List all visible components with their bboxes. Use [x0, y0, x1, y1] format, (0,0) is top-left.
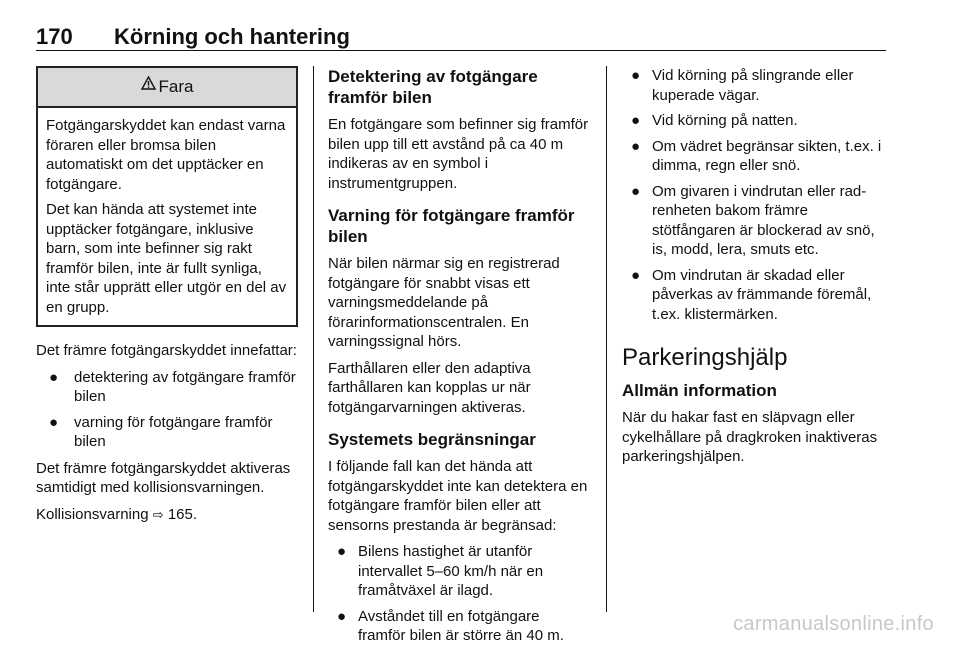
list-item: ● Bilens hastighet är utanför intervallet 5–60 km/h när en framåtväxel är ilagd.: [337, 543, 544, 599]
watermark: carmanualsonline.info: [733, 613, 934, 635]
column-divider: [606, 66, 607, 612]
danger-paragraph-2: Det kan hända att systemet inte upptäcker fotgängare, inklusive barn, som inte befinner sig rakt framför bilen, inte är fullt synliga, inte står upprätt eller utgör en del av en grupp.: [46, 201, 287, 316]
list-item: ● varning för fotgängare framför bilen: [49, 413, 273, 450]
page-header: [36, 16, 886, 54]
danger-box-body: [38, 108, 296, 325]
list-item: ● Om givaren i vindrutan eller radrenheten bakom främre stötfångaren är blockerad av snö, is, modd, lera, smuts etc.: [631, 182, 875, 258]
intro-paragraph: Det främre fotgängarskyddet innefattar:: [36, 342, 297, 359]
list-item: ● detektering av fotgängare framför bilen: [49, 368, 296, 405]
running-title: Körning och hantering: [114, 24, 350, 49]
warning-paragraph-2: Farthållaren eller den adaptiva farthållaren kan kopplas ur när fotgängarvarningen aktiveras.: [328, 359, 531, 416]
cross-reference[interactable]: [36, 505, 298, 525]
danger-box: [36, 66, 298, 327]
limitations-list: [328, 542, 590, 646]
list-item: ● Avståndet till en fotgängare framför bilen är större än 40 m.: [337, 607, 564, 644]
activation-paragraph: Det främre fotgängarskyddet aktiveras samtidigt med kollisionsvarningen.: [36, 459, 291, 496]
feature-list: [36, 368, 298, 452]
general-info-paragraph: När du hakar fast en släpvagn eller cykelhållare på dragkroken inaktiveras parkeringshjälpen.: [622, 409, 878, 465]
danger-label: Fara: [158, 77, 194, 97]
header-rule: [36, 50, 886, 51]
danger-box-header: [38, 68, 296, 108]
column-2: [328, 66, 590, 653]
heading-general-info: Allmän information: [622, 381, 777, 400]
column-divider: [313, 66, 314, 612]
list-item: ● Vid körning på natten.: [631, 112, 798, 129]
reference-page: 165.: [167, 505, 198, 523]
list-item: ● Om vädret begränsar sikten, t.ex. i dimma, regn eller snö.: [631, 137, 882, 174]
reference-text: Kollisionsvarning: [36, 505, 149, 523]
heading-parking-assist: Parkeringshjälp: [622, 344, 788, 371]
detection-paragraph: En fotgängare som befinner sig framför bilen upp till ett avstånd på ca 40 m indikeras av en symbol i instrumentgruppen.: [328, 116, 589, 192]
limitations-paragraph: I följande fall kan det hända att fotgängarskyddet inte kan detektera en fotgängare framför bilen eller att sensorns prestanda är begränsad:: [328, 458, 588, 534]
list-item: ● Vid körning på slingrande eller kuperade vägar.: [631, 67, 854, 104]
page-number: 170: [36, 24, 73, 49]
warning-triangle-icon: [141, 76, 156, 96]
danger-paragraph-1: Fotgängarskyddet kan endast varna föraren eller bromsa bilen automatiskt om det upptäcker en fotgängare.: [46, 117, 286, 193]
column-1: [36, 66, 298, 531]
warning-paragraph-1: När bilen närmar sig en registrerad fotgängare för snabbt visas ett varningsmeddelande på förarinformationscentralen. En varningssignal hörs.: [328, 255, 560, 350]
reference-arrow-icon: ⇨: [152, 506, 164, 522]
heading-detection: Detektering av fotgängare framför bilen: [328, 67, 538, 107]
column-3: [622, 66, 890, 474]
list-item: ● Om vindrutan är skadad eller påverkas av främmande föremål, t.ex. klistermärken.: [631, 266, 872, 323]
heading-warning: Varning för fotgängare framför bilen: [328, 206, 575, 246]
limitations-list-continued: [622, 66, 890, 324]
heading-limitations: Systemets begränsningar: [328, 430, 536, 449]
